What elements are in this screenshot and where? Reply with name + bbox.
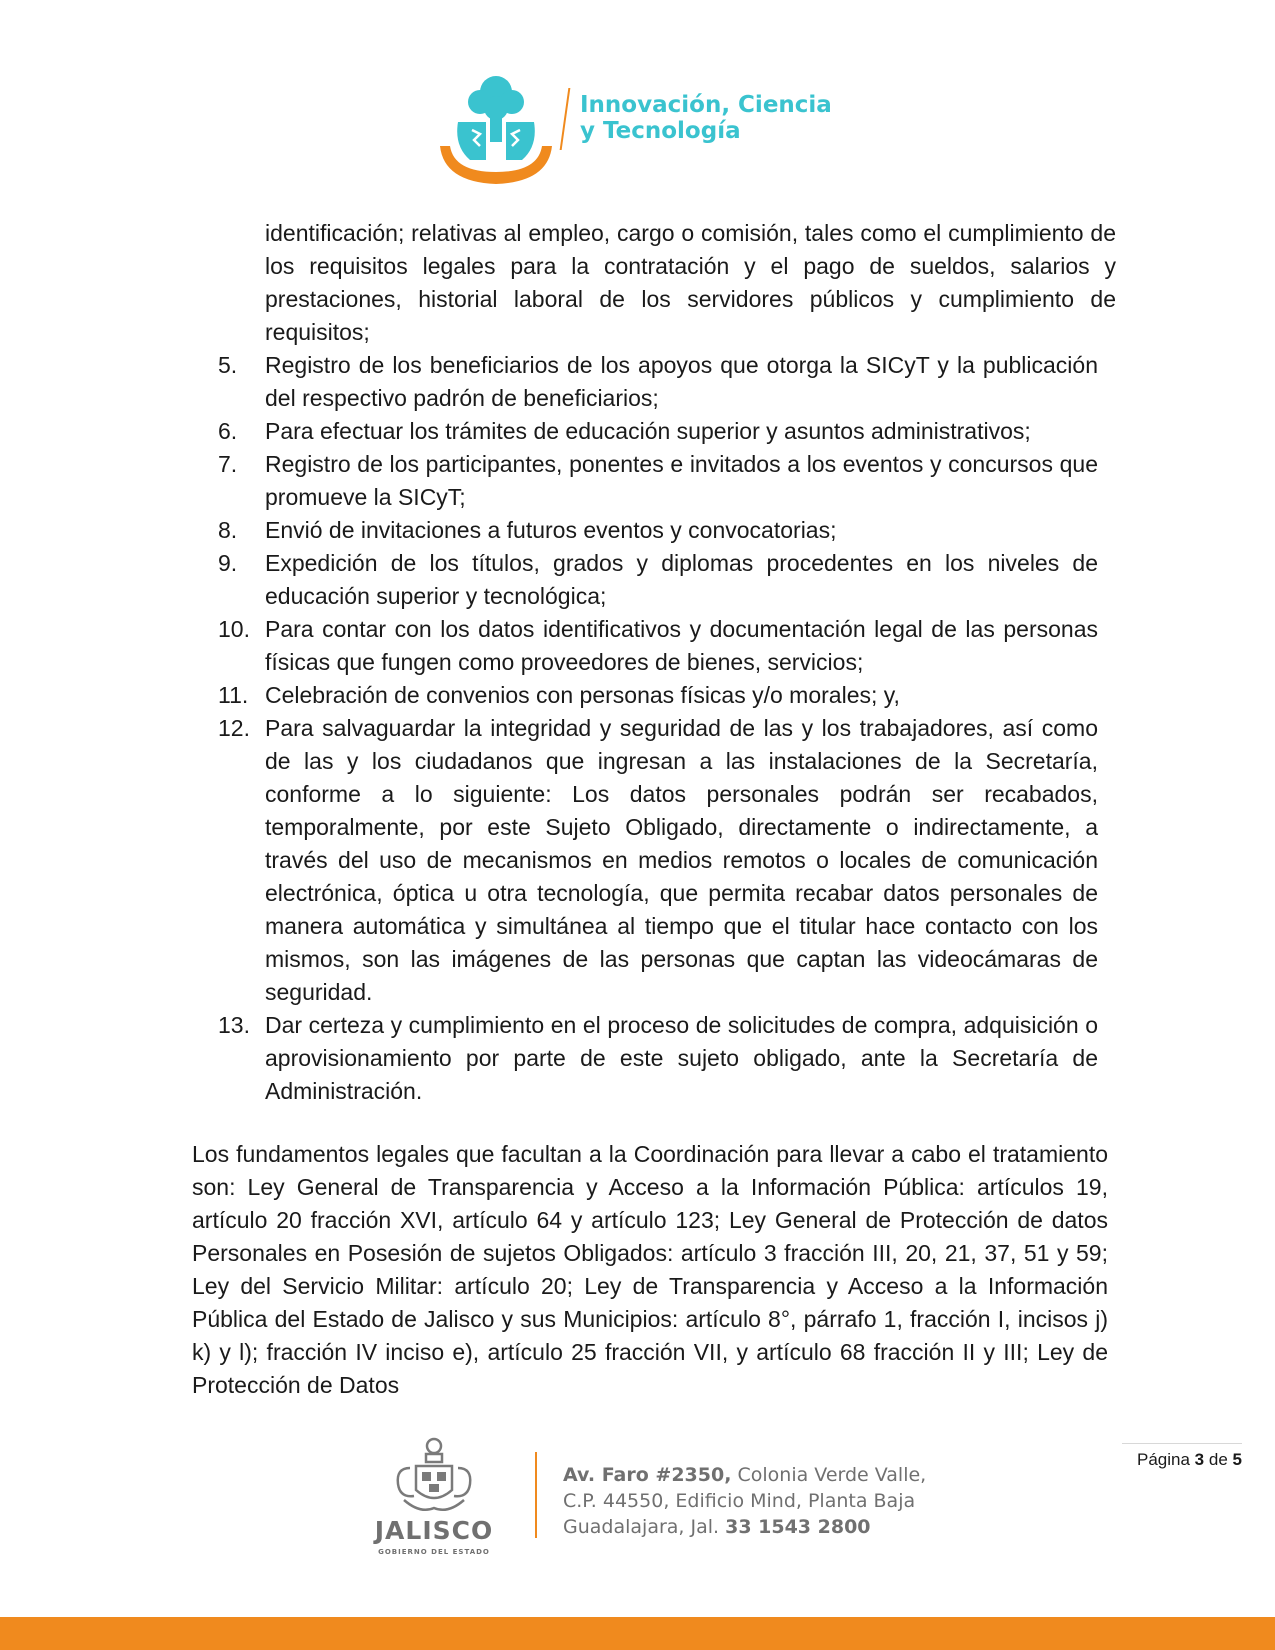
continuation-paragraph: identificación; relativas al empleo, cargo o comisión, tales como el cumplimiento de los requisitos legales para la contratación y el pago de sueldos, salarios y prestaciones, historial laboral de los servidores públicos y cumplimiento de requisitos;: [265, 220, 1116, 345]
brand-line-1: Innovación, Ciencia: [580, 92, 832, 118]
innovation-tree-icon: [436, 70, 556, 195]
list-number: 9.: [218, 550, 238, 576]
brand-line-2: y Tecnología: [580, 118, 741, 144]
jalisco-seal-icon: [390, 1434, 478, 1516]
address-colony: Colonia Verde Valle,: [731, 1464, 927, 1486]
list-item: [218, 679, 1098, 712]
list-number: 5.: [218, 352, 238, 378]
list-text: Envió de invitaciones a futuros eventos y convocatorias;: [265, 517, 837, 543]
brand-name: [580, 92, 832, 144]
legal-basis-paragraph: Los fundamentos legales que facultan a la Coordinación para llevar a cabo el tratamiento son: Ley General de Transparencia y Acceso a la Información Pública: artículos 19, artículo 20 fracción XVI, artículo 64 y artículo 123; Ley General de Protección de datos Personales en Posesión de sujetos Obligados: artículo 3 fracción III, 20, 21, 37, 51 y 59; Ley del Servicio Militar: artículo 20; Ley de Transparencia y Acceso a la Información Pública del Estado de Jalisco y sus Municipios: artículo 8°, párrafo 1, fracción I, incisos j) k) y l); fracción IV inciso e), artículo 25 fracción VII, y artículo 68 fracción II y III; Ley de Protección de Datos: [192, 1141, 1108, 1398]
address-city: Guadalajara, Jal.: [563, 1516, 726, 1538]
list-item: [218, 349, 1098, 415]
address-line-1: [563, 1462, 983, 1488]
list-number: 10.: [218, 616, 250, 642]
seal-name: JALISCO: [374, 1516, 494, 1545]
list-number: 13.: [218, 1012, 250, 1038]
page-number: [1122, 1443, 1242, 1470]
list-number: 6.: [218, 418, 238, 444]
address-line-2: C.P. 44550, Edificio Mind, Planta Baja: [563, 1490, 916, 1512]
header-logo: [436, 70, 856, 195]
jalisco-logo: [364, 1434, 504, 1562]
list-item: [218, 514, 1098, 547]
list-item: [218, 448, 1098, 514]
list-number: 7.: [218, 451, 238, 477]
page-current: 3: [1194, 1450, 1205, 1469]
list-text: Para salvaguardar la integridad y seguridad de las y los trabajadores, así como de las y los ciudadanos que ingresan a las instalaciones de la Secretaría, conforme a lo siguiente: Los datos personales podrán ser recabados, temporalmente, por este Sujeto Obligado, directamente o indirectamente, a través del uso de mecanismos en medios remotos o locales de comunicación electrónica, óptica u otra tecnología, que permita recabar datos personales de manera automática y simultánea al tiempo que el titular hace contacto con los mismos, son las imágenes de las personas que captan las videocámaras de seguridad.: [265, 715, 1098, 1005]
list-text: Para contar con los datos identificativos y documentación legal de las personas físicas que fungen como proveedores de bienes, servicios;: [265, 616, 1098, 675]
footer-address: [563, 1462, 983, 1540]
page-prefix: Página: [1137, 1450, 1190, 1469]
brand-divider: [560, 88, 571, 150]
list-text: Registro de los participantes, ponentes e invitados a los eventos y concursos que promueve la SICyT;: [265, 451, 1098, 510]
seal-subtitle: GOBIERNO DEL ESTADO: [378, 1548, 490, 1556]
address-street: Av. Faro #2350,: [563, 1464, 732, 1486]
list-number: 11.: [218, 682, 249, 708]
list-item: [218, 547, 1098, 613]
list-item: [218, 415, 1098, 448]
list-item: [218, 712, 1098, 1009]
list-text: Expedición de los títulos, grados y diplomas procedentes en los niveles de educación superior y tecnológica;: [265, 550, 1098, 609]
list-item: [218, 613, 1098, 679]
purpose-list: [218, 349, 1098, 1108]
footer-divider: [535, 1452, 537, 1538]
list-text: Celebración de convenios con personas físicas y/o morales; y,: [265, 682, 900, 708]
list-text: Para efectuar los trámites de educación superior y asuntos administrativos;: [265, 418, 1031, 444]
page-sep: de: [1208, 1450, 1228, 1469]
address-line-3: [563, 1514, 983, 1540]
page-total: 5: [1232, 1450, 1242, 1469]
list-text: Registro de los beneficiarios de los apoyos que otorga la SICyT y la publicación del respectivo padrón de beneficiarios;: [265, 352, 1098, 411]
bottom-orange-bar: [0, 1617, 1275, 1650]
list-item: [218, 1009, 1098, 1108]
list-number: 8.: [218, 517, 238, 543]
list-number: 12.: [218, 715, 250, 741]
list-text: Dar certeza y cumplimiento en el proceso de solicitudes de compra, adquisición o aprovisionamiento por parte de este sujeto obligado, ante la Secretaría de Administración.: [265, 1012, 1098, 1104]
address-phone: 33 1543 2800: [725, 1516, 871, 1538]
